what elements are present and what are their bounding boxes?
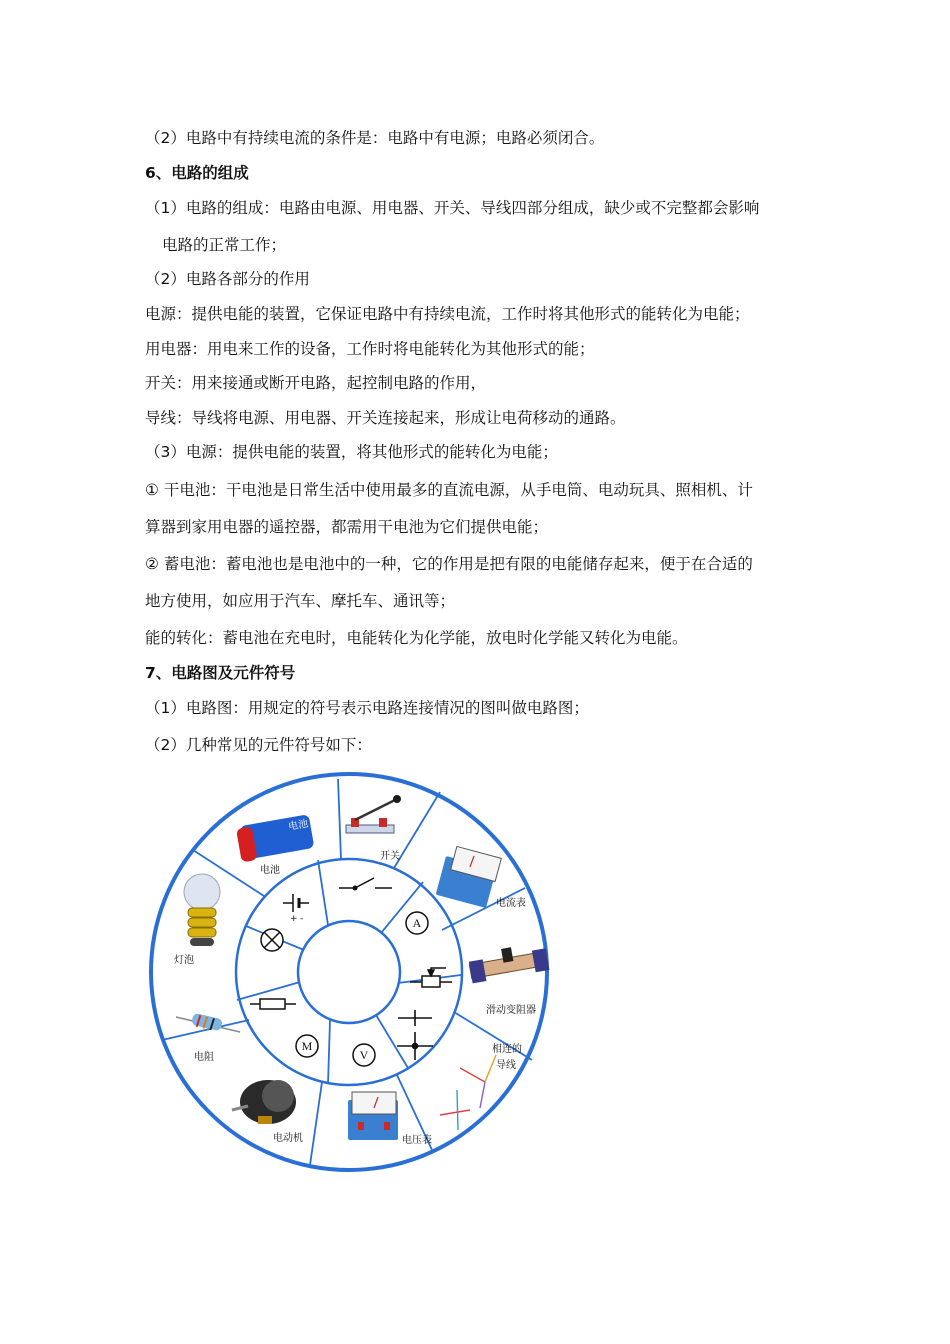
- svg-text:A: A: [412, 916, 422, 930]
- switch-label: 开关: [380, 851, 400, 862]
- text-line: ② 蓄电池：蓄电池也是电池中的一种，它的作用是把有限的电能储存起来，便于在合适的: [145, 555, 753, 573]
- text-line: （1）电路的组成：电路由电源、用电器、开关、导线四部分组成，缺少或不完整都会影响: [145, 199, 760, 217]
- motor-symbol: [296, 1035, 318, 1057]
- connected-wires-label-1: 相连的: [492, 1044, 522, 1055]
- text-line: 电源：提供电能的装置，它保证电路中有持续电流，工作时将其他形式的能转化为电能；: [145, 305, 750, 323]
- text-line: （2）电路中有持续电流的条件是：电路中有电源；电路必须闭合。: [145, 129, 605, 147]
- battery-label: 电池: [260, 865, 280, 876]
- ammeter-label: 电流表: [496, 898, 526, 909]
- svg-text:M: M: [301, 1039, 313, 1053]
- section-heading: 6、电路的组成: [145, 164, 249, 182]
- lamp-label: 灯泡: [174, 955, 194, 966]
- text-line: 地方使用，如应用于汽车、摩托车、通讯等；: [145, 592, 456, 610]
- ammeter-symbol: [406, 912, 428, 934]
- voltmeter-label: 电压表: [402, 1135, 432, 1146]
- text-line: 算器到家用电器的遥控器，都需用干电池为它们提供电能；: [145, 518, 549, 536]
- motor-label: 电动机: [273, 1133, 303, 1144]
- text-line: （2）电路各部分的作用: [145, 270, 310, 288]
- lamp-device-icon: [184, 874, 220, 946]
- rheostat-label: 滑动变阻器: [486, 1005, 536, 1016]
- section-heading: 7、电路图及元件符号: [145, 664, 296, 682]
- lamp-symbol: [261, 929, 283, 951]
- text-line: 能的转化：蓄电池在充电时，电能转化为化学能，放电时化学能又转化为电能。: [145, 629, 688, 647]
- text-line: ① 干电池：干电池是日常生活中使用最多的直流电源，从手电筒、电动玩具、照相机、计: [145, 481, 753, 499]
- text-line: （3）电源：提供电能的装置，将其他形式的能转化为电能；: [145, 443, 558, 461]
- text-line: 开关：用来接通或断开电路，起控制电路的作用，: [145, 374, 487, 392]
- svg-text:电池: 电池: [287, 818, 310, 833]
- text-line: 电路的正常工作；: [162, 236, 287, 254]
- svg-text:+: +: [290, 914, 298, 924]
- text-line: 导线：导线将电源、用电器、开关连接起来，形成让电荷移动的通路。: [145, 409, 626, 427]
- svg-text:-: -: [300, 914, 304, 924]
- text-line: 用电器：用电来工作的设备，工作时将电能转化为其他形式的能；: [145, 340, 595, 358]
- resistor-label: 电阻: [194, 1052, 214, 1063]
- circuit-symbols-figure: [140, 770, 570, 1190]
- voltmeter-symbol: [353, 1044, 375, 1066]
- inner-ring: [298, 921, 400, 1023]
- svg-text:V: V: [359, 1048, 369, 1062]
- connected-wires-label-2: 导线: [496, 1060, 516, 1071]
- text-line: （1）电路图：用规定的符号表示电路连接情况的图叫做电路图；: [145, 699, 589, 717]
- voltmeter-device-icon: [348, 1092, 398, 1140]
- text-line: （2）几种常见的元件符号如下：: [145, 736, 372, 754]
